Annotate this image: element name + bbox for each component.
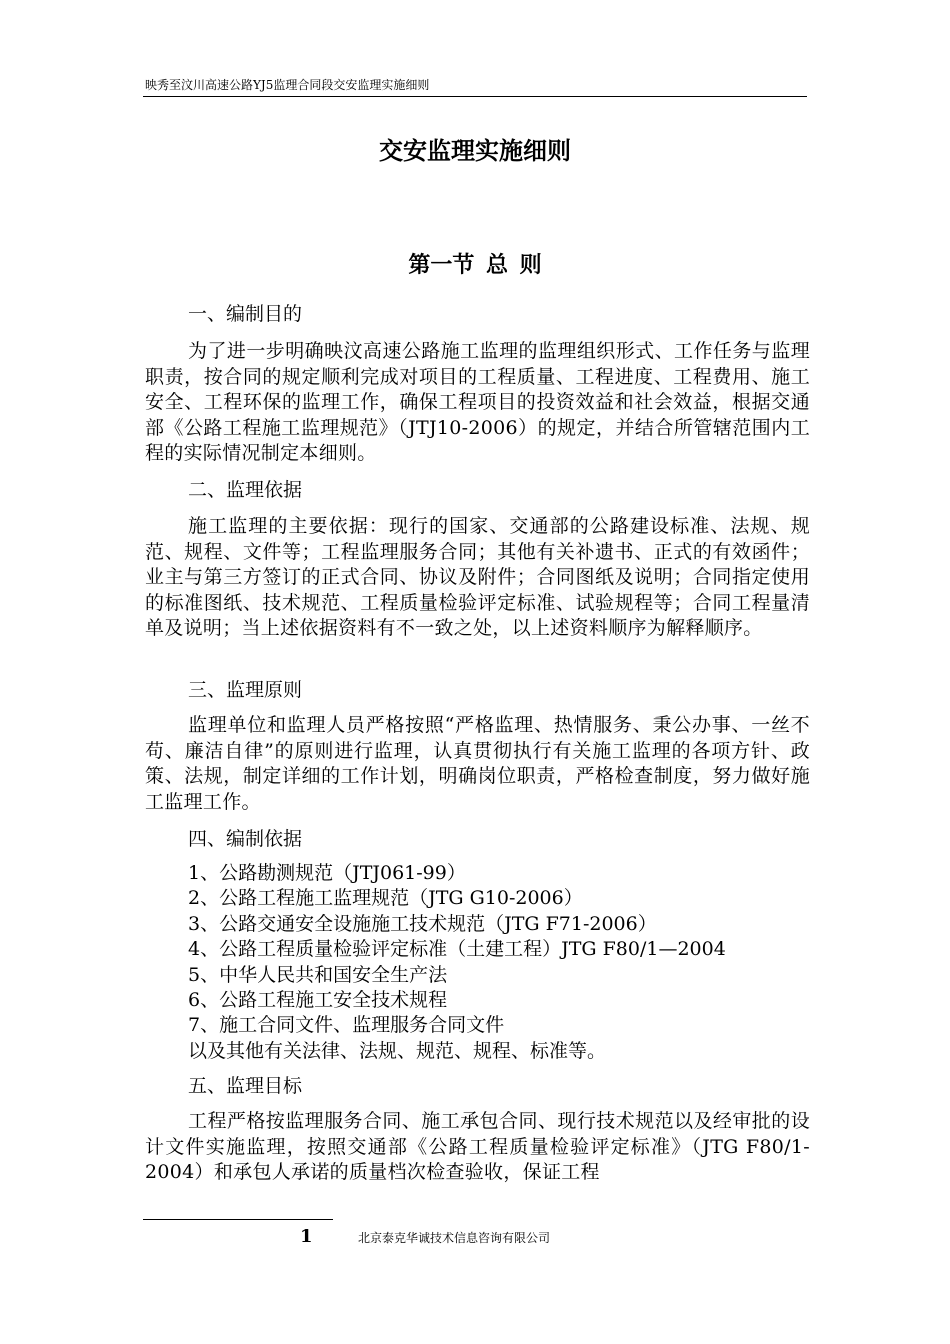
list-item: 3、公路交通安全设施施工技术规范（JTG F71-2006） (188, 912, 657, 935)
paragraph-purpose: 为了进一步明确映汶高速公路施工监理的监理组织形式、工作任务与监理职责，按合同的规定顺利完成对项目的工程质量、工程进度、工程费用、施工安全、工程环保的监理工作，确保工程项目的投资效益和社会效益，根据交通部《公路工程施工监理规范》（JTJ10-2006）的规定，并结合所管辖范围内工程的实际情况制定本细则。 (145, 340, 810, 465)
header-text: 映秀至汶川高速公路YJ5监理合同段交安监理实施细则 (145, 78, 430, 92)
list-item: 2、公路工程施工监理规范（JTG G10-2006） (188, 887, 583, 910)
heading-purpose: 一、编制目的 (188, 303, 303, 325)
section-title: 第一节 总 则 (408, 252, 542, 278)
heading-basis: 二、监理依据 (188, 479, 303, 501)
list-item: 5、中华人民共和国安全生产法 (188, 963, 448, 986)
footer-divider (143, 1219, 333, 1220)
paragraph-basis: 施工监理的主要依据：现行的国家、交通部的公路建设标准、法规、规范、规程、文件等；工程监理服务合同；其他有关补遗书、正式的有效函件；业主与第三方签订的正式合同、协议及附件；合同图纸及说明；合同指定使用的标准图纸、技术规范、工程质量检验评定标准、试验规程等；合同工程量清单及说明；当上述依据资料有不一致之处，以上述资料顺序为解释顺序。 (145, 515, 810, 640)
document-title: 交安监理实施细则 (379, 136, 571, 165)
list-item: 1、公路勘测规范（JTJ061-99） (188, 862, 466, 884)
paragraph-principles: 监理单位和监理人员严格按照“严格监理、热情服务、秉公办事、一丝不苟、廉洁自律”的原则进行监理，认真贯彻执行有关施工监理的各项方针、政策、法规，制定详细的工作计划，明确岗位职责，严格检查制度，努力做好施工监理工作。 (145, 714, 810, 813)
list-item: 以及其他有关法律、法规、规范、规程、标准等。 (188, 1039, 607, 1062)
list-item: 4、公路工程质量检验评定标准（土建工程）JTG F80/1—2004 (188, 938, 726, 961)
paragraph-goals: 工程严格按监理服务合同、施工承包合同、现行技术规范以及经审批的设计文件实施监理，按照交通部《公路工程质量检验评定标准》（JTG F80/1-2004）和承包人承诺的质量档次检查验收，保证工程 (145, 1110, 810, 1184)
list-item: 6、公路工程施工安全技术规程 (188, 989, 448, 1012)
footer-company: 北京泰克华诚技术信息咨询有限公司 (358, 1231, 551, 1245)
heading-goals: 五、监理目标 (188, 1075, 303, 1097)
reference-list (188, 861, 808, 1064)
heading-principles: 三、监理原则 (188, 679, 303, 701)
heading-references: 四、编制依据 (188, 828, 303, 850)
page-header (143, 78, 807, 97)
list-item: 7、施工合同文件、监理服务合同文件 (188, 1014, 505, 1037)
page-number: 1 (300, 1226, 313, 1247)
